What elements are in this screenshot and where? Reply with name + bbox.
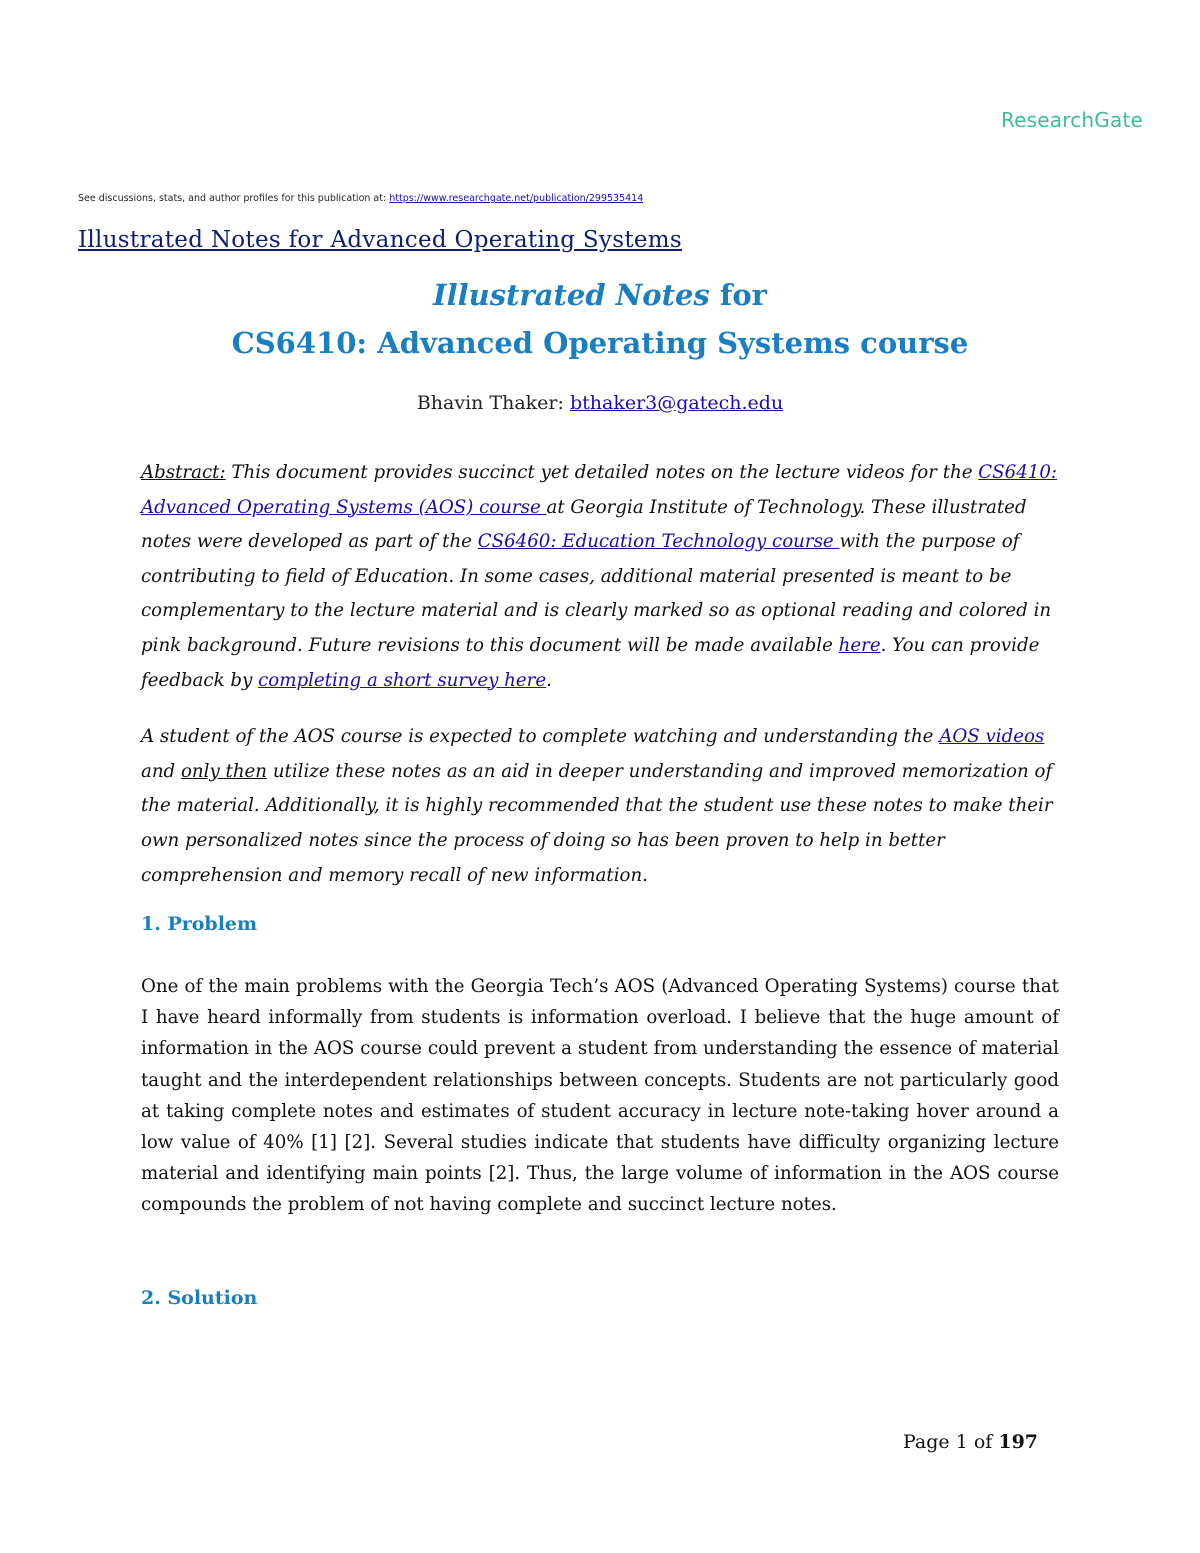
- header-prefix: See discussions, stats, and author profiles for this publication at:: [78, 193, 387, 204]
- title-italic: Illustrated Notes: [433, 278, 710, 312]
- researchgate-logo: ResearchGate: [1000, 108, 1143, 132]
- researchgate-header: [78, 193, 643, 204]
- only-then-emphasis: only then: [180, 760, 268, 782]
- abstract-text-1: This document provides succinct yet detailed notes on the lecture videos for the: [225, 462, 979, 483]
- aos-course-link[interactable]: CS6410: Advanced Operating Systems (AOS) course: [141, 462, 1058, 518]
- revisions-here-link[interactable]: here: [838, 634, 881, 656]
- abstract-text-5: .: [546, 669, 552, 691]
- abstract-text-2: at Georgia Institute of Technology. These illustrated notes were developed as part of the: [141, 496, 1027, 553]
- abstract-text-4: . You can provide feedback by: [141, 634, 1040, 691]
- intro-text-3: utilize these notes as an aid in deeper understanding and improved memorization of the material. Additionally, it is highly recommended that the student use these notes to make their own personalized notes since the process of doing so has been proven to help in better comprehension and memory recall of new information.: [141, 760, 1053, 886]
- edtech-course-link[interactable]: CS6460: Education Technology course: [477, 531, 840, 553]
- section-heading-solution: 2. Solution: [141, 1287, 258, 1309]
- abstract-label: Abstract:: [141, 462, 226, 483]
- document-title-line2: CS6410: Advanced Operating Systems course: [231, 326, 969, 360]
- abstract-paragraph: [141, 456, 1061, 698]
- author-name: Bhavin Thaker:: [416, 392, 570, 414]
- abstract-block: [141, 456, 1061, 893]
- author-line: [0, 392, 1200, 414]
- intro-text-1: A student of the AOS course is expected to complete watching and understanding the: [141, 726, 940, 748]
- abstract-text-3: with the purpose of contributing to field of Education. In some cases, additional material presented is meant to be complementary to the lecture material and is clearly marked so as optional reading and colored in pink background. Future revisions to this document will be made available: [141, 531, 1052, 656]
- aos-videos-link[interactable]: AOS videos: [939, 726, 1045, 748]
- author-email-link[interactable]: bthaker3@gatech.edu: [569, 392, 784, 414]
- page-number: [903, 1431, 1038, 1453]
- survey-link[interactable]: completing a short survey here: [258, 669, 547, 691]
- document-title-line1: [0, 278, 1200, 312]
- section-heading-problem: 1. Problem: [141, 913, 258, 935]
- problem-paragraph: One of the main problems with the Georgia Tech’s AOS (Advanced Operating Systems) course that I have heard informally from students is information overload. I believe that the huge amount of information in the AOS course could prevent a student from understanding the essence of material taught and the interdependent relationships between concepts. Students are not particularly good at taking complete notes and estimates of student accuracy in lecture note-taking hover around a low value of 40% [1] [2]. Several studies indicate that students have difficulty organizing lecture material and identifying main points [2]. Thus, the large volume of information in the AOS course compounds the problem of not having complete and succinct lecture notes.: [141, 976, 1059, 1216]
- intro-text-2: and: [141, 760, 181, 782]
- page-prefix: Page 1 of: [903, 1431, 999, 1453]
- page-total: 197: [998, 1431, 1039, 1453]
- publication-title[interactable]: Illustrated Notes for Advanced Operating Systems: [78, 227, 682, 253]
- intro-paragraph: [141, 720, 1061, 893]
- publication-link[interactable]: https://www.researchgate.net/publication/299535414: [389, 193, 644, 204]
- title-rest: for: [709, 278, 767, 312]
